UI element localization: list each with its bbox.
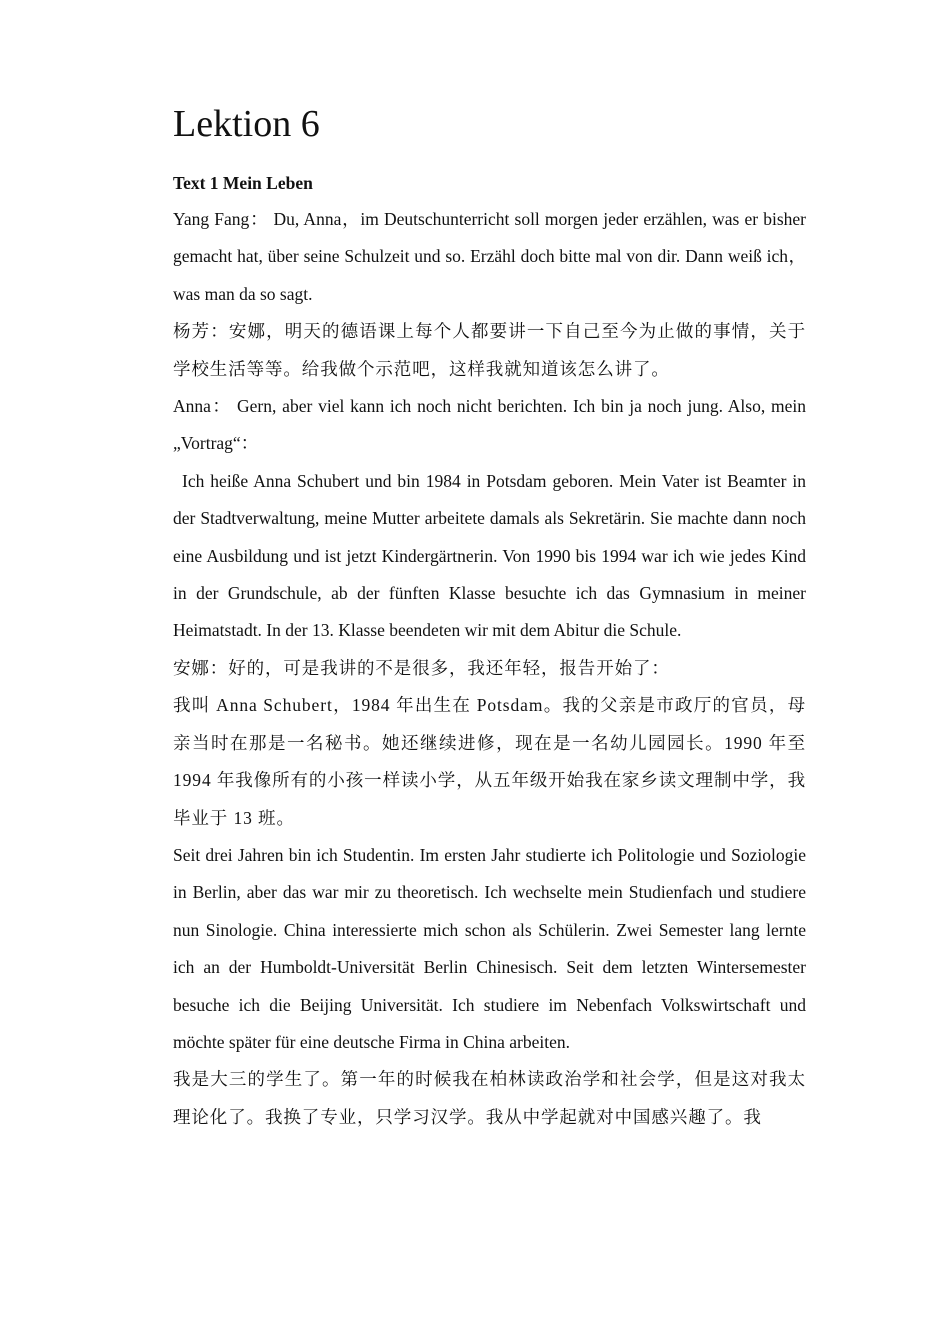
text-heading: Text 1 Mein Leben — [173, 173, 313, 193]
studium-paragraph-zh: 我是大三的学生了。第一年的时候我在柏林读政治学和社会学，但是这对我太理论化了。我换了专业，只学习汉学。我从中学起就对中国感兴趣了。我 — [173, 1069, 806, 1127]
dialogue-yang-fang-de: Yang Fang： Du, Anna，im Deutschunterricht soll morgen jeder erzählen, was er bisher gemacht hat, über seine Schulzeit und so. Erzähl doch bitte mal von dir. Dann weiß ich，was man da so sagt. — [173, 209, 806, 304]
dialogue-anna-zh: 安娜：好的，可是我讲的不是很多，我还年轻，报告开始了： — [173, 657, 670, 678]
vortrag-paragraph-zh: 我叫 Anna Schubert，1984 年出生在 Potsdam。我的父亲是市政厅的官员，母亲当时在那是一名秘书。她还继续进修，现在是一名幼儿园园长。1990 年至 1994 年我像所有的小孩一样读小学，从五年级开始我在家乡读文理制中学，我毕业于 13 班。 — [173, 695, 806, 828]
dialogue-anna-de: Anna： Gern, aber viel kann ich noch nicht berichten. Ich bin ja noch jung. Also, mein „Vortrag“： — [173, 396, 806, 454]
studium-paragraph-de: Seit drei Jahren bin ich Studentin. Im ersten Jahr studierte ich Politologie und Soziologie in Berlin, aber das war mir zu theoretisch. Ich wechselte mein Studienfach und studiere nun Sinologie. China interessierte mich schon als Schülerin. Zwei Semester lang lernte ich an der Humboldt-Universität Berlin Chinesisch. Seit dem letzten Wintersemester besuche ich die Beijing Universität. Ich studiere im Nebenfach Volkswirtschaft und möchte später für eine deutsche Firma in China arbeiten. — [173, 844, 806, 1052]
page-title: Lektion 6 — [173, 103, 320, 145]
document-body — [173, 201, 806, 1136]
vortrag-paragraph-de: Ich heiße Anna Schubert und bin 1984 in Potsdam geboren. Mein Vater ist Beamter in der Stadtverwaltung, meine Mutter arbeitete damals als Sekretärin. Sie machte dann noch eine Ausbildung und ist jetzt Kindergärtnerin. Von 1990 bis 1994 war ich wie jedes Kind in der Grundschule, ab der fünften Klasse besuchte ich das Gymnasium in meiner Heimatstadt. In der 13. Klasse beendeten wir mit dem Abitur die Schule. — [173, 470, 806, 641]
dialogue-yang-fang-zh: 杨芳：安娜，明天的德语课上每个人都要讲一下自己至今为止做的事情，关于学校生活等等。给我做个示范吧，这样我就知道该怎么讲了。 — [173, 321, 806, 379]
